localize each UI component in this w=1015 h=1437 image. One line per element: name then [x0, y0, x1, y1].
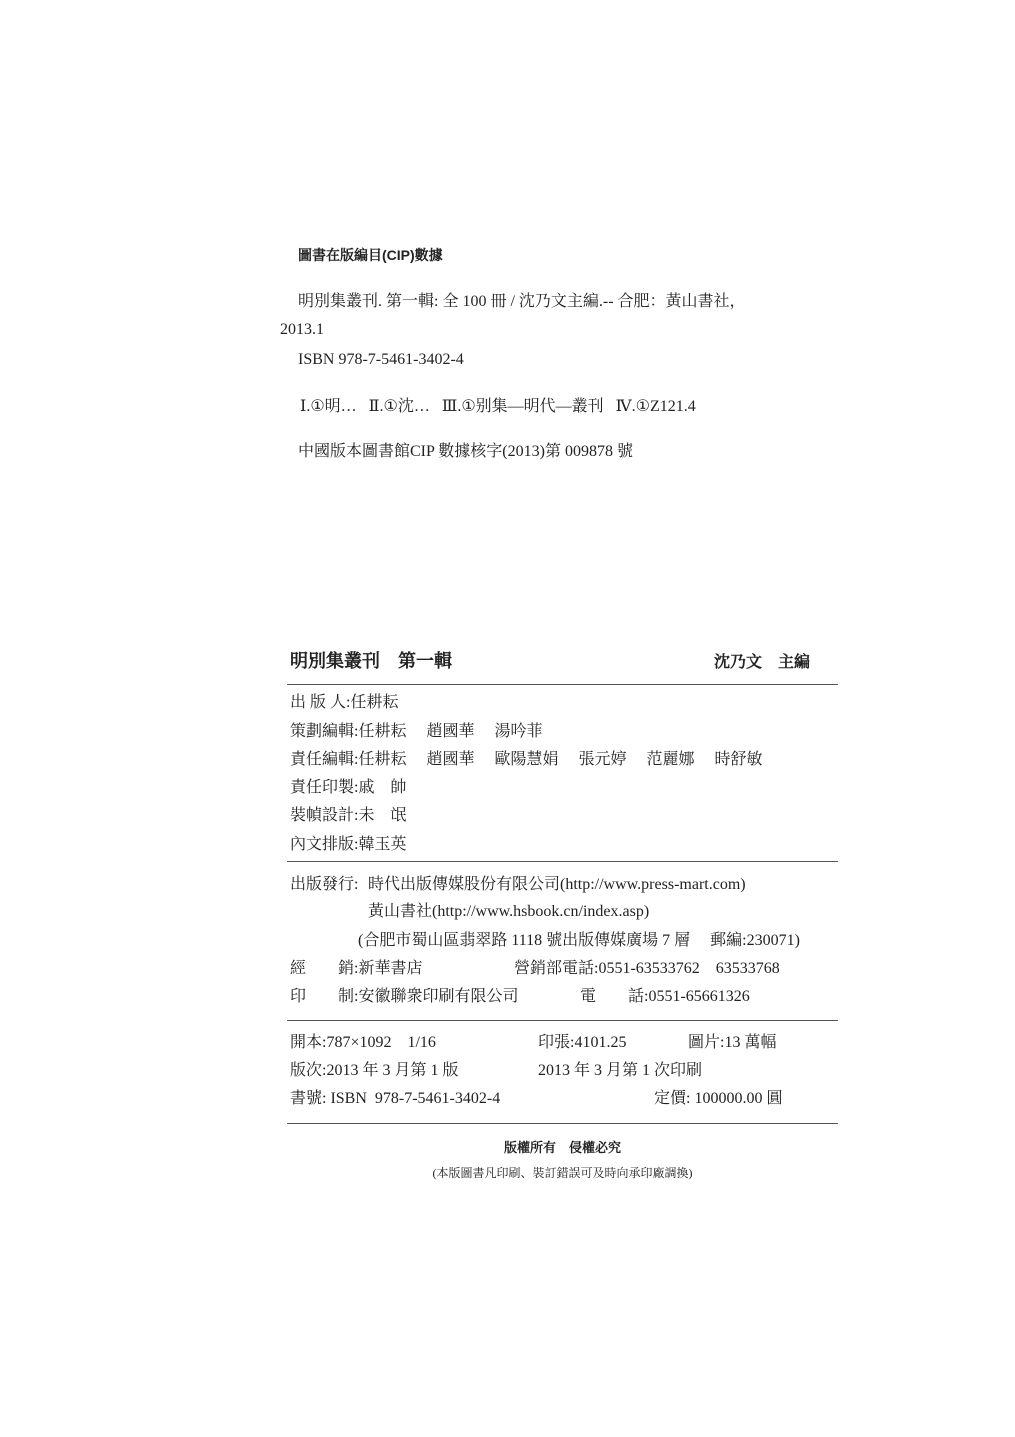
divider — [287, 861, 838, 862]
staff-layout: 內文排版:韓玉英 — [290, 836, 407, 853]
book-title: 明別集叢刊 第一輯 — [290, 651, 452, 671]
format: 開本:787×1092 1/16 — [290, 1034, 436, 1051]
cip-heading: 圖書在版編目(CIP)數據 — [298, 247, 443, 263]
publisher-2: 黃山書社(http://www.hsbook.cn/index.asp) — [368, 903, 650, 920]
divider — [287, 684, 838, 685]
cip-line-2: 2013.1 — [280, 321, 324, 338]
rights-notice: 版權所有 侵權必究 — [503, 1140, 621, 1155]
printing: 2013 年 3 月第 1 次印刷 — [538, 1062, 703, 1079]
printer: 印 制:安徽聯衆印刷有限公司 — [290, 988, 519, 1005]
staff-publisher: 出 版 人:任耕耘 — [290, 694, 399, 711]
staff-planning-editors: 策劃編輯:任耕耘 趙國華 湯吟菲 — [290, 723, 543, 740]
publisher-label: 出版發行: — [290, 876, 359, 893]
address: (合肥市蜀山區翡翠路 1118 號出版傳媒廣場 7 層 郵編:230071) — [358, 932, 800, 949]
sheets: 印張:4101.25 — [538, 1034, 627, 1051]
divider — [287, 1123, 838, 1124]
distributor: 經 銷:新華書店 — [290, 960, 423, 977]
cip-number: 中國版本圖書館CIP 數據核字(2013)第 009878 號 — [298, 443, 633, 460]
staff-printing: 責任印製:戚 帥 — [290, 779, 407, 796]
cip-line-1: 明別集叢刊. 第一輯: 全 100 冊 / 沈乃文主編.-- 合肥：黃山書社， — [298, 293, 746, 310]
editor: 沈乃文 主編 — [714, 654, 811, 671]
divider — [287, 1020, 838, 1021]
replacement-notice: (本版圖書凡印刷、裝訂錯誤可及時向承印廠調換) — [432, 1166, 693, 1180]
cip-isbn: ISBN 978-7-5461-3402-4 — [298, 351, 464, 368]
staff-design: 裝幀設計:未 氓 — [290, 807, 407, 824]
images: 圖片:13 萬幅 — [688, 1034, 777, 1051]
price: 定價: 100000.00 圓 — [654, 1090, 783, 1107]
staff-responsible-editors: 責任編輯:任耕耘 趙國華 歐陽慧娟 張元婷 范麗娜 時舒敏 — [290, 751, 763, 768]
book-number: 書號: ISBN 978-7-5461-3402-4 — [290, 1090, 501, 1107]
sales-phone: 營銷部電話:0551-63533762 63533768 — [514, 960, 780, 977]
publisher-1: 時代出版傳媒股份有限公司(http://www.press-mart.com) — [368, 876, 746, 893]
printer-phone: 電 話:0551-65661326 — [580, 988, 750, 1005]
edition: 版次:2013 年 3 月第 1 版 — [290, 1062, 459, 1079]
cip-classification: Ⅰ.①明… Ⅱ.①沈… Ⅲ.①别集—明代—叢刊 Ⅳ.①Z121.4 — [300, 398, 696, 415]
